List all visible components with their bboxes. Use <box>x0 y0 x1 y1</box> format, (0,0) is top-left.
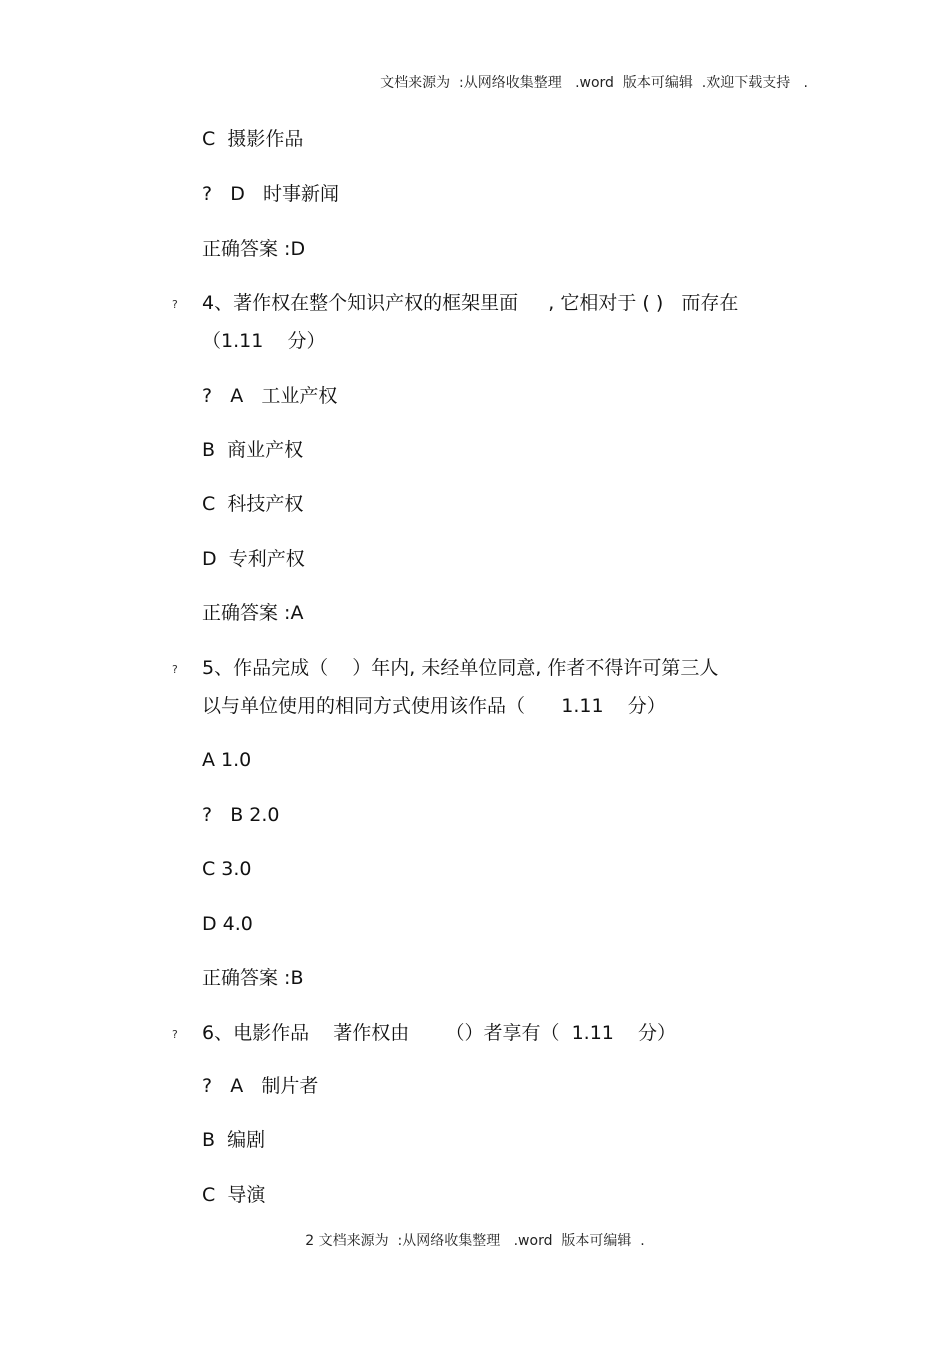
option-b-q6: B 编剧 <box>202 1129 266 1151</box>
question-5-line2: 以与单位使用的相同方式使用该作品（ 1.11 分） <box>202 695 666 717</box>
question-5-line1: 5、作品完成（ ）年内, 未经单位同意, 作者不得许可第三人 <box>202 657 719 679</box>
option-c-q4: C 科技产权 <box>202 493 304 515</box>
option-a-q4: ? A 工业产权 <box>202 385 338 407</box>
page-footer: 2 文档来源为 :从网络收集整理 .word 版本可编辑 . <box>305 1233 645 1249</box>
answer-q3: 正确答案 :D <box>202 238 306 260</box>
question-4-line2: （1.11 分） <box>202 330 326 352</box>
question-4-line1: 4、著作权在整个知识产权的框架里面 , 它相对于 ( ) 而存在 <box>202 292 739 314</box>
option-a-q6: ? A 制片者 <box>202 1075 319 1097</box>
question-marker: ? <box>172 663 178 676</box>
option-c-q6: C 导演 <box>202 1184 266 1206</box>
question-marker: ? <box>172 298 178 311</box>
option-c-q5: C 3.0 <box>202 858 252 880</box>
question-marker: ? <box>172 1028 178 1041</box>
option-d-q4: D 专利产权 <box>202 548 305 570</box>
answer-q5: 正确答案 :B <box>202 967 304 989</box>
option-a-q5: A 1.0 <box>202 749 252 771</box>
answer-q4: 正确答案 :A <box>202 602 304 624</box>
option-c-q3: C 摄影作品 <box>202 128 304 150</box>
option-b-q5: ? B 2.0 <box>202 804 280 826</box>
question-6-line1: 6、电影作品 著作权由 （）者享有（ 1.11 分） <box>202 1022 677 1044</box>
option-d-q5: D 4.0 <box>202 913 253 935</box>
option-b-q4: B 商业产权 <box>202 439 304 461</box>
option-d-q3: ? D 时事新闻 <box>202 183 339 205</box>
page-header: 文档来源为 :从网络收集整理 .word 版本可编辑 .欢迎下载支持 . <box>380 75 808 91</box>
